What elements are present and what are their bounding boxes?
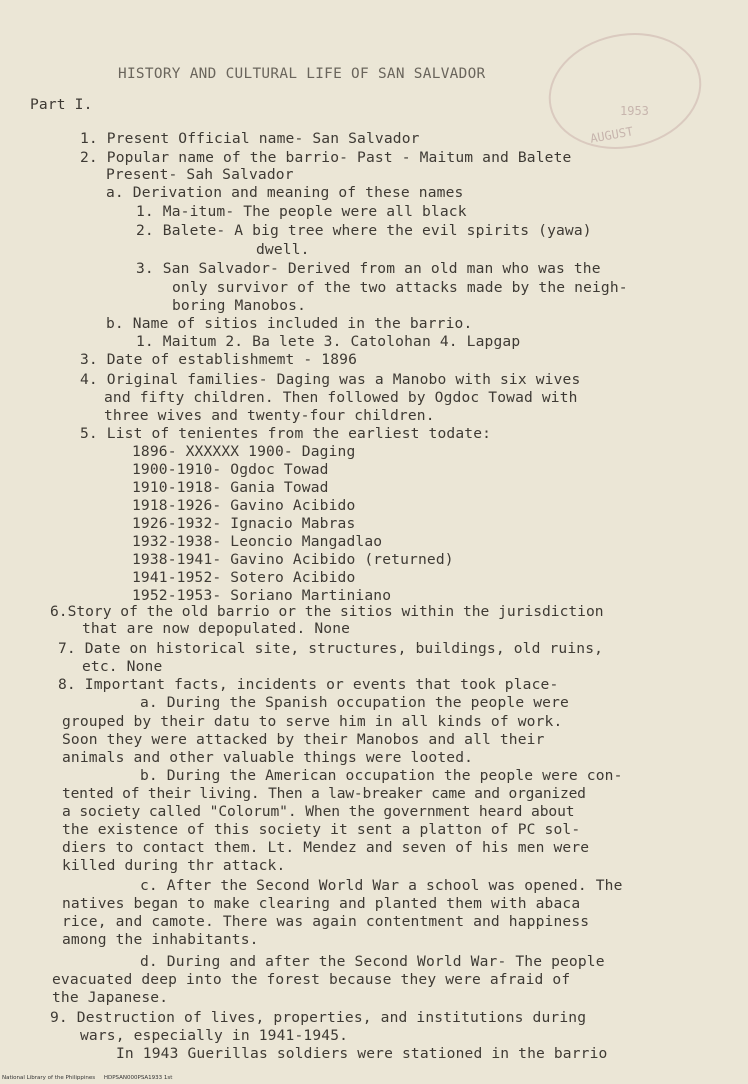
doc-line: 2. Balete- A big tree where the evil spirits (yawa) [136, 222, 592, 239]
doc-line: a society called "Colorum". When the government heard about [62, 803, 575, 820]
doc-line: 4. Original families- Daging was a Manobo with six wives [80, 371, 581, 388]
doc-line: b. Name of sitios included in the barrio. [106, 315, 473, 332]
doc-line: 2. Popular name of the barrio- Past - Maitum and Balete [80, 149, 572, 166]
doc-line: three wives and twenty-four children. [104, 407, 435, 424]
page-title: HISTORY AND CULTURAL LIFE OF SAN SALVADOR [118, 66, 486, 82]
doc-line: that are now depopulated. None [82, 620, 351, 637]
doc-line: 1. Maitum 2. Ba lete 3. Catolohan 4. Lapgap [136, 333, 521, 350]
doc-line: 3. Date of establishmemt - 1896 [80, 351, 358, 368]
doc-line: 7. Date on historical site, structures, buildings, old ruins, [58, 640, 604, 657]
doc-line: 1952-1953- Soriano Martiniano [132, 587, 392, 604]
doc-line: evacuated deep into the forest because they were afraid of [52, 971, 571, 988]
doc-line: rice, and camote. There was again contentment and happiness [62, 913, 590, 930]
doc-line: 1941-1952- Sotero Acibido [132, 569, 356, 586]
doc-line: animals and other valuable things were looted. [62, 749, 474, 766]
stamp-year: 1953 [620, 104, 649, 118]
doc-line: In 1943 Guerillas soldiers were stationed in the barrio [116, 1045, 608, 1062]
doc-line: grouped by their datu to serve him in all kinds of work. [62, 713, 563, 730]
doc-line: only survivor of the two attacks made by the neigh- [172, 279, 628, 296]
doc-line: and fifty children. Then followed by Ogdoc Towad with [104, 389, 578, 406]
doc-line: a. Derivation and meaning of these names [106, 184, 464, 201]
doc-line: among the inhabitants. [62, 931, 259, 948]
doc-line: tented of their living. Then a law-breaker came and organized [62, 785, 586, 802]
doc-line: 3. San Salvador- Derived from an old man who was the [136, 260, 601, 277]
doc-line: b. During the American occupation the people were con- [140, 767, 623, 784]
doc-line: d. During and after the Second World War- The people [140, 953, 605, 970]
doc-line: boring Manobos. [172, 297, 307, 314]
doc-line: 8. Important facts, incidents or events that took place- [58, 676, 559, 693]
doc-line: Soon they were attacked by their Manobos and all their [62, 731, 545, 748]
doc-line: 1938-1941- Gavino Acibido (returned) [132, 551, 454, 568]
doc-line: 1932-1938- Leoncio Mangadlao [132, 533, 383, 550]
library-stamp [538, 19, 712, 163]
doc-line: the Japanese. [52, 989, 169, 1006]
archive-footer: National Library of the Philippines HDPSAN000PSA1933 1st [2, 1075, 173, 1081]
doc-line: a. During the Spanish occupation the people were [140, 694, 569, 711]
doc-line: dwell. [256, 241, 310, 258]
doc-line: killed during thr attack. [62, 857, 286, 874]
doc-line: the existence of this society it sent a platton of PC sol- [62, 821, 581, 838]
doc-line: wars, especially in 1941-1945. [80, 1027, 349, 1044]
doc-line: 1926-1932- Ignacio Mabras [132, 515, 356, 532]
doc-line: 1918-1926- Gavino Acibido [132, 497, 356, 514]
doc-line: natives began to make clearing and planted them with abaca [62, 895, 581, 912]
doc-line: 6.Story of the old barrio or the sitios within the jurisdiction [50, 603, 604, 620]
doc-line: Present- Sah Salvador [106, 166, 294, 183]
doc-line: 1900-1910- Ogdoc Towad [132, 461, 329, 478]
stamp-month: AUGUST [589, 124, 635, 146]
doc-line: 1910-1918- Gania Towad [132, 479, 329, 496]
doc-line: diers to contact them. Lt. Mendez and seven of his men were [62, 839, 590, 856]
doc-line: etc. None [82, 658, 163, 675]
part-heading: Part I. [30, 96, 93, 113]
doc-line: 1896- XXXXXX 1900- Daging [132, 443, 356, 460]
doc-line: 1. Ma-itum- The people were all black [136, 203, 467, 220]
doc-line: 5. List of tenientes from the earliest todate: [80, 425, 492, 442]
doc-line: c. After the Second World War a school was opened. The [140, 877, 623, 894]
doc-line: 1. Present Official name- San Salvador [80, 130, 420, 147]
doc-line: 9. Destruction of lives, properties, and institutions during [50, 1009, 587, 1026]
